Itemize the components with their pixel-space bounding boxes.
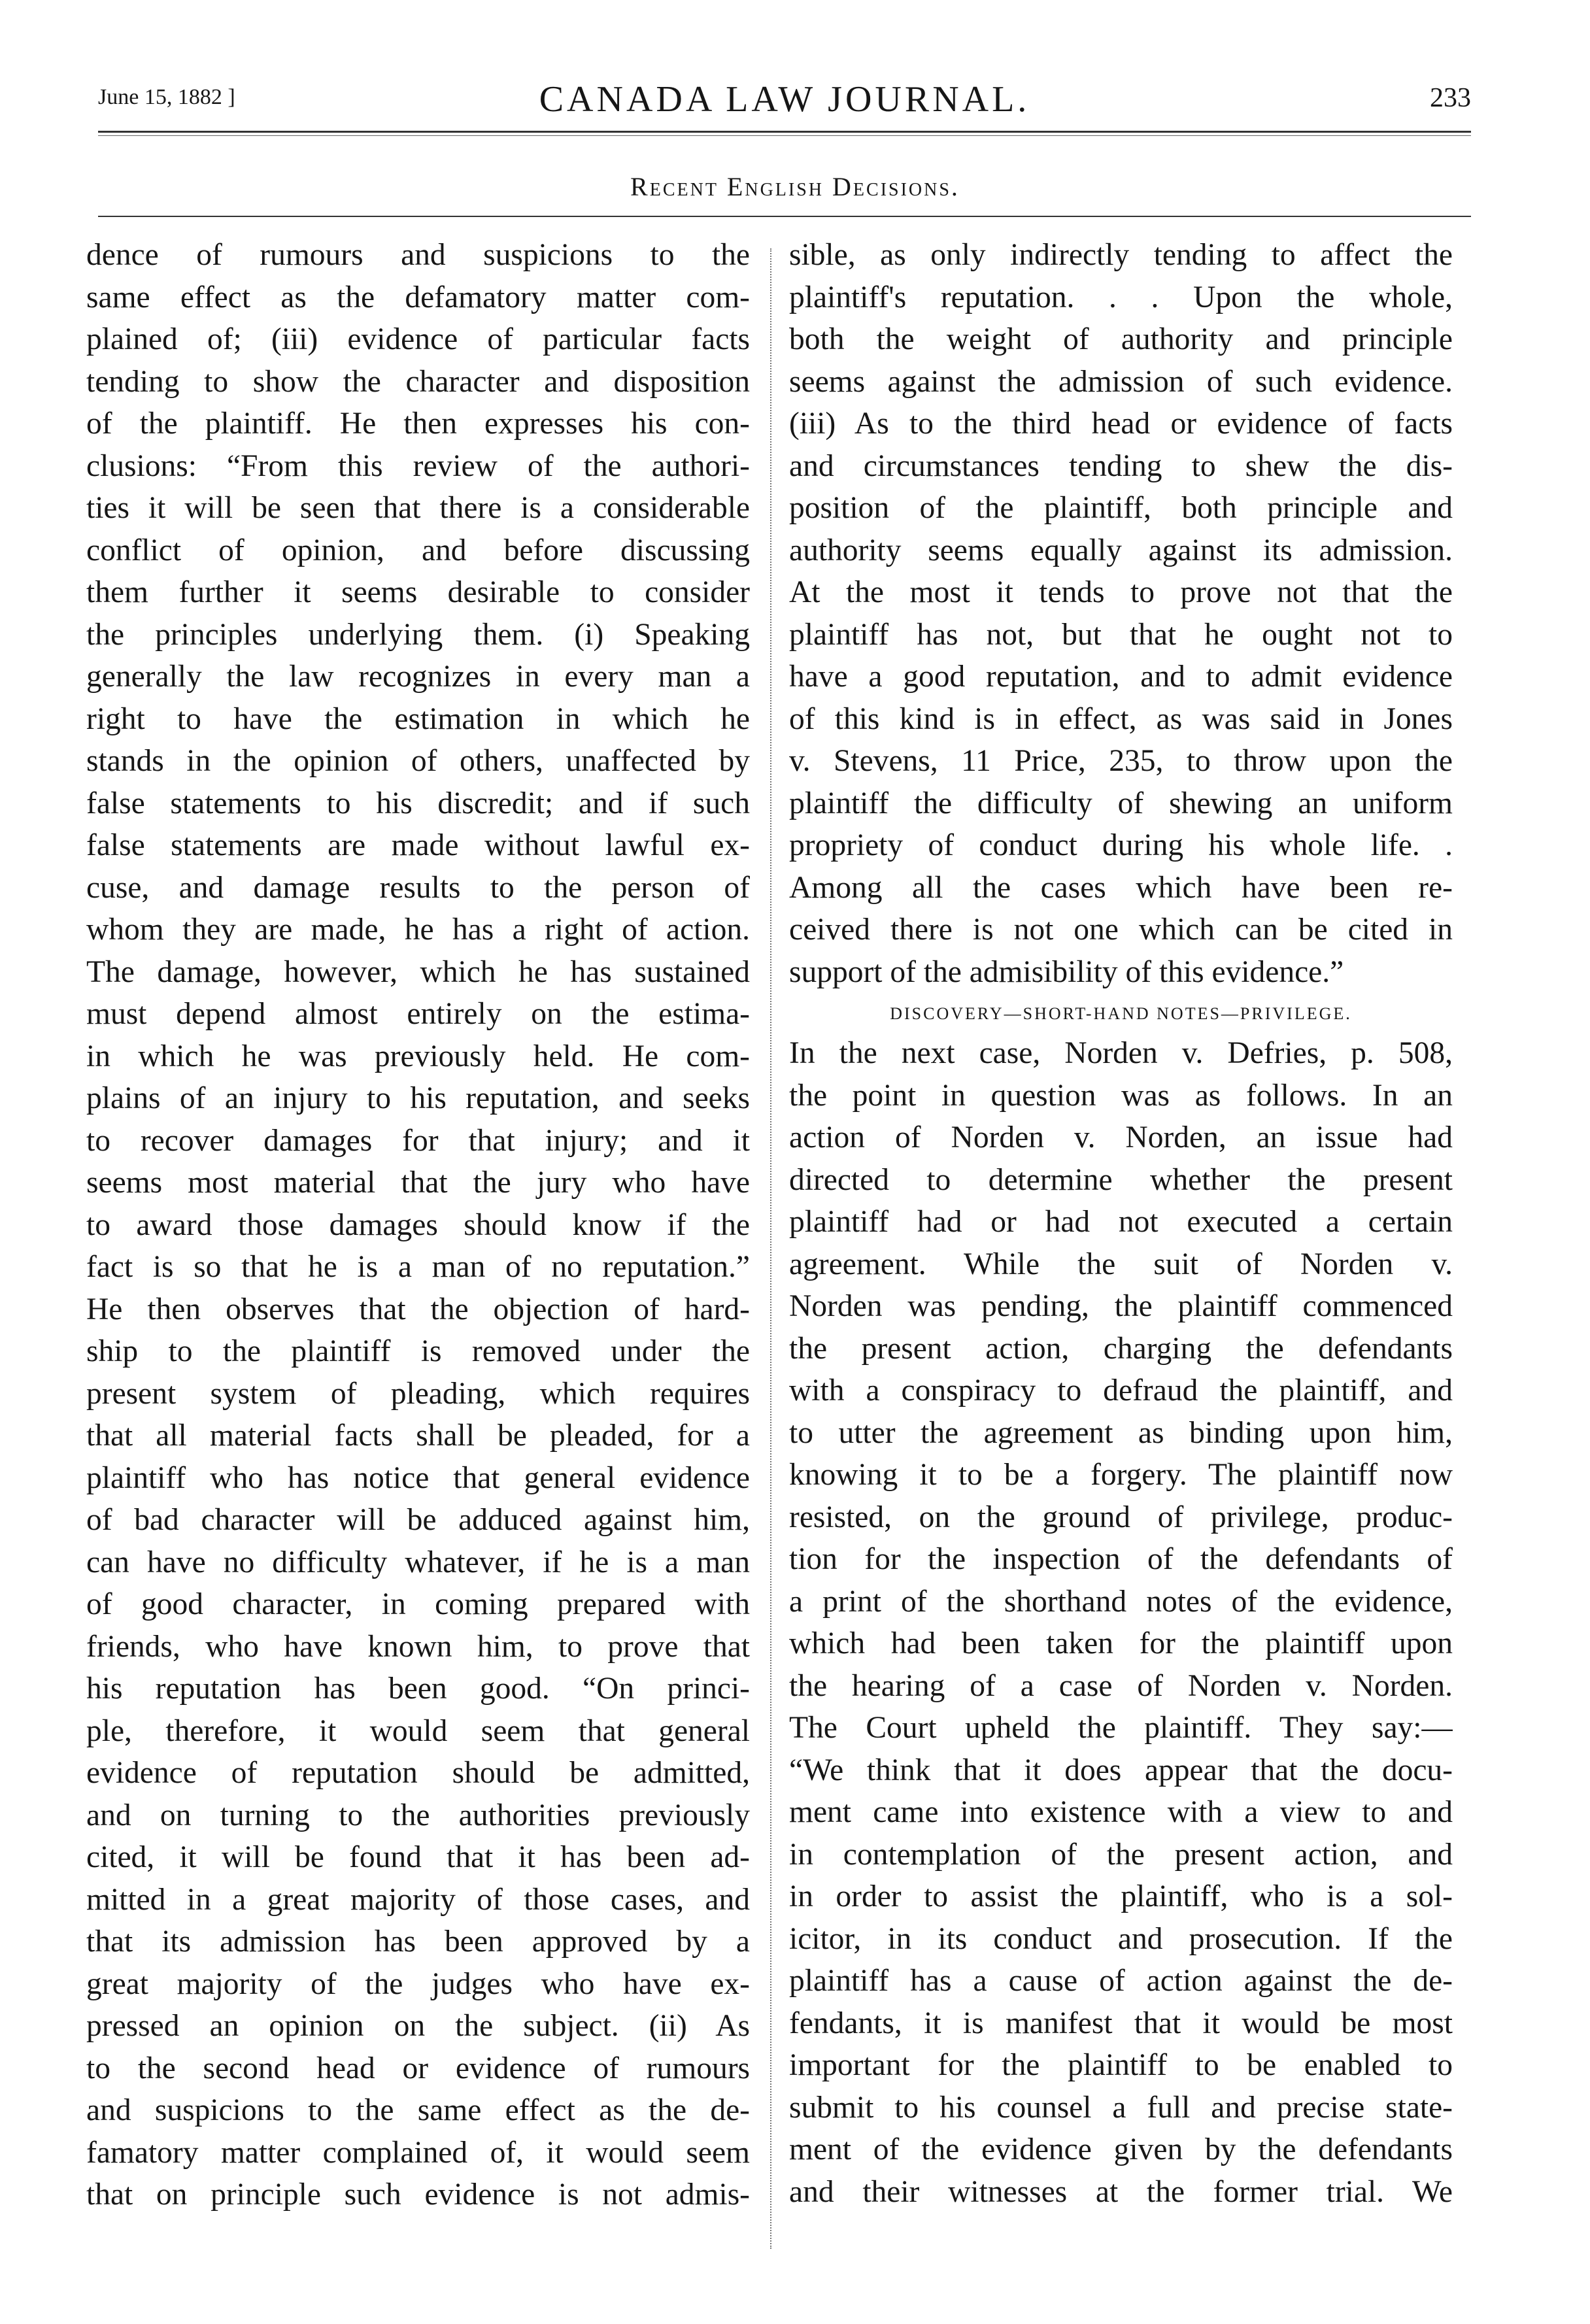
text-line: that its admission has been approved by a [86,1925,750,1959]
text-line: plaintiff's reputation. . . Upon the whole, [789,280,1453,314]
text-line: position of the plaintiff, both principle and [789,491,1453,525]
text-line: The Court upheld the plaintiff. They say:— [789,1711,1453,1745]
text-line: agreement. While the suit of Norden v. [789,1247,1453,1281]
subheading: DISCOVERY—SHORT-HAND NOTES—PRIVILEGE. [890,1004,1352,1023]
text-line: fact is so that he is a man of no reputation.” [86,1250,750,1284]
text-line: ties it will be seen that there is a considerable [86,491,750,525]
text-line: plaintiff had or had not executed a certain [789,1205,1453,1239]
text-line: must depend almost entirely on the estima- [86,997,750,1031]
text-line: plains of an injury to his reputation, and seeks [86,1081,750,1115]
right-column-part-a [789,234,1453,993]
text-line: that all material facts shall be pleaded, for a [86,1419,750,1453]
text-line: his reputation has been good. “On princi- [86,1672,750,1706]
text-line: tion for the inspection of the defendants of [789,1542,1453,1576]
text-line: support of the admisibility of this evidence.” [789,954,1344,989]
text-line: and their witnesses at the former trial. We [789,2174,1453,2209]
left-column [86,234,750,2216]
text-line: that on principle such evidence is not admis- [86,2178,750,2212]
text-line: famatory matter complained of, it would seem [86,2135,750,2170]
text-line: propriety of conduct during his whole life. . [789,828,1453,862]
text-line: and suspicions to the same effect as the de- [86,2093,750,2127]
text-line: seems most material that the jury who have [86,1166,750,1200]
text-line: resisted, on the ground of privilege, produc- [789,1500,1453,1534]
section-rule [98,216,1471,217]
text-line: great majority of the judges who have ex- [86,1966,750,2001]
text-line: ple, therefore, it would seem that general [86,1713,750,1748]
text-line: Norden was pending, the plaintiff commenced [789,1289,1453,1323]
text-line: to utter the agreement as binding upon him, [789,1415,1453,1450]
text-line: friends, who have known him, to prove that [86,1629,750,1664]
text-line: and circumstances tending to shew the dis- [789,448,1453,483]
text-line: plaintiff has a cause of action against the de- [789,1964,1453,1998]
text-line: of the plaintiff. He then expresses his con- [86,407,750,441]
text-line: cited, it will be found that it has been ad- [86,1840,750,1874]
text-line: cuse, and damage results to the person of [86,870,750,905]
text-line: v. Stevens, 11 Price, 235, to throw upon the [789,744,1453,778]
text-line: present system of pleading, which requires [86,1376,750,1411]
text-line: false statements are made without lawful ex- [86,828,750,862]
text-line: pressed an opinion on the subject. (ii) As [86,2009,750,2043]
text-line: clusions: “From this review of the authori- [86,448,750,483]
text-line: to recover damages for that injury; and it [86,1123,750,1158]
text-line: have a good reputation, and to admit evidence [789,660,1453,694]
text-line: The damage, however, which he has sustained [86,954,750,989]
text-line: of bad character will be adduced against him, [86,1503,750,1537]
right-column [789,234,1453,2213]
text-line: to award those damages should know if the [86,1207,750,1242]
text-line: seems against the admission of such evidence. [789,364,1453,399]
text-line: with a conspiracy to defraud the plaintiff, and [789,1373,1453,1407]
text-line: of good character, in coming prepared with [86,1587,750,1621]
text-line: Among all the cases which have been re- [789,870,1453,905]
text-line: in order to assist the plaintiff, who is a sol- [789,1879,1453,1913]
column-divider [770,248,771,2249]
text-line: stands in the opinion of others, unaffected by [86,744,750,778]
text-line: He then observes that the objection of hard- [86,1292,750,1326]
text-line: icitor, in its conduct and prosecution. If the [789,1921,1453,1956]
text-line: In the next case, Norden v. Defries, p. 508, [789,1036,1453,1070]
header-rule [98,131,1471,133]
text-line: which had been taken for the plaintiff upon [789,1626,1453,1660]
text-line: authority seems equally against its admission. [789,533,1453,567]
text-line: in which he was previously held. He com- [86,1039,750,1073]
text-line: of this kind is in effect, as was said in Jones [789,701,1453,736]
text-line: sible, as only indirectly tending to affect the [789,238,1453,272]
text-line: the present action, charging the defendants [789,1331,1453,1366]
page-header [98,78,1471,150]
text-line: important for the plaintiff to be enabled to [789,2048,1453,2082]
text-line: to the second head or evidence of rumours [86,2051,750,2085]
text-line: knowing it to be a forgery. The plaintiff now [789,1458,1453,1492]
issue-date: June 15, 1882 ] [98,85,235,109]
text-line: action of Norden v. Norden, an issue had [789,1120,1453,1154]
text-line: the principles underlying them. (i) Speaking [86,617,750,652]
text-line: both the weight of authority and principle [789,322,1453,356]
text-line: them further it seems desirable to consider [86,575,750,609]
text-line: conflict of opinion, and before discussing [86,533,750,567]
text-line: plained of; (iii) evidence of particular facts [86,322,750,356]
text-line: whom they are made, he has a right of action. [86,913,750,947]
text-line: false statements to his discredit; and if such [86,786,750,820]
text-line: tending to show the character and disposition [86,364,750,399]
text-line: can have no difficulty whatever, if he is a man [86,1545,750,1579]
text-line: “We think that it does appear that the docu- [789,1753,1453,1787]
text-line: the hearing of a case of Norden v. Norden. [789,1668,1453,1703]
text-line: right to have the estimation in which he [86,701,750,736]
text-line: plaintiff the difficulty of shewing an uniform [789,786,1453,820]
text-line: same effect as the defamatory matter com- [86,280,750,314]
text-line: evidence of reputation should be admitted, [86,1756,750,1790]
text-line: dence of rumours and suspicions to the [86,238,750,272]
right-column-part-b [789,1032,1453,2213]
text-line: a print of the shorthand notes of the evidence, [789,1584,1453,1619]
text-line: generally the law recognizes in every man a [86,660,750,694]
text-line: ment came into existence with a view to and [789,1795,1453,1829]
text-line: mitted in a great majority of those cases, and [86,1882,750,1917]
text-line: the point in question was as follows. In an [789,1078,1453,1113]
text-line: in contemplation of the present action, and [789,1837,1453,1872]
text-line: and on turning to the authorities previously [86,1798,750,1832]
text-line: ship to the plaintiff is removed under the [86,1334,750,1368]
text-line: (iii) As to the third head or evidence of facts [789,407,1453,441]
text-line: At the most it tends to prove not that the [789,575,1453,609]
text-line: ceived there is not one which can be cited in [789,913,1453,947]
text-line: directed to determine whether the present [789,1162,1453,1197]
page-number: 233 [1430,83,1471,113]
text-line: submit to his counsel a full and precise state- [789,2090,1453,2125]
text-line: plaintiff who has notice that general evidence [86,1460,750,1495]
text-line: fendants, it is manifest that it would be most [789,2006,1453,2040]
text-line: ment of the evidence given by the defendants [789,2132,1453,2166]
section-title: Recent English Decisions. [630,172,960,201]
header-rule-thin [98,135,1471,136]
text-line: plaintiff has not, but that he ought not to [789,617,1453,652]
journal-title: CANADA LAW JOURNAL. [539,79,1030,120]
